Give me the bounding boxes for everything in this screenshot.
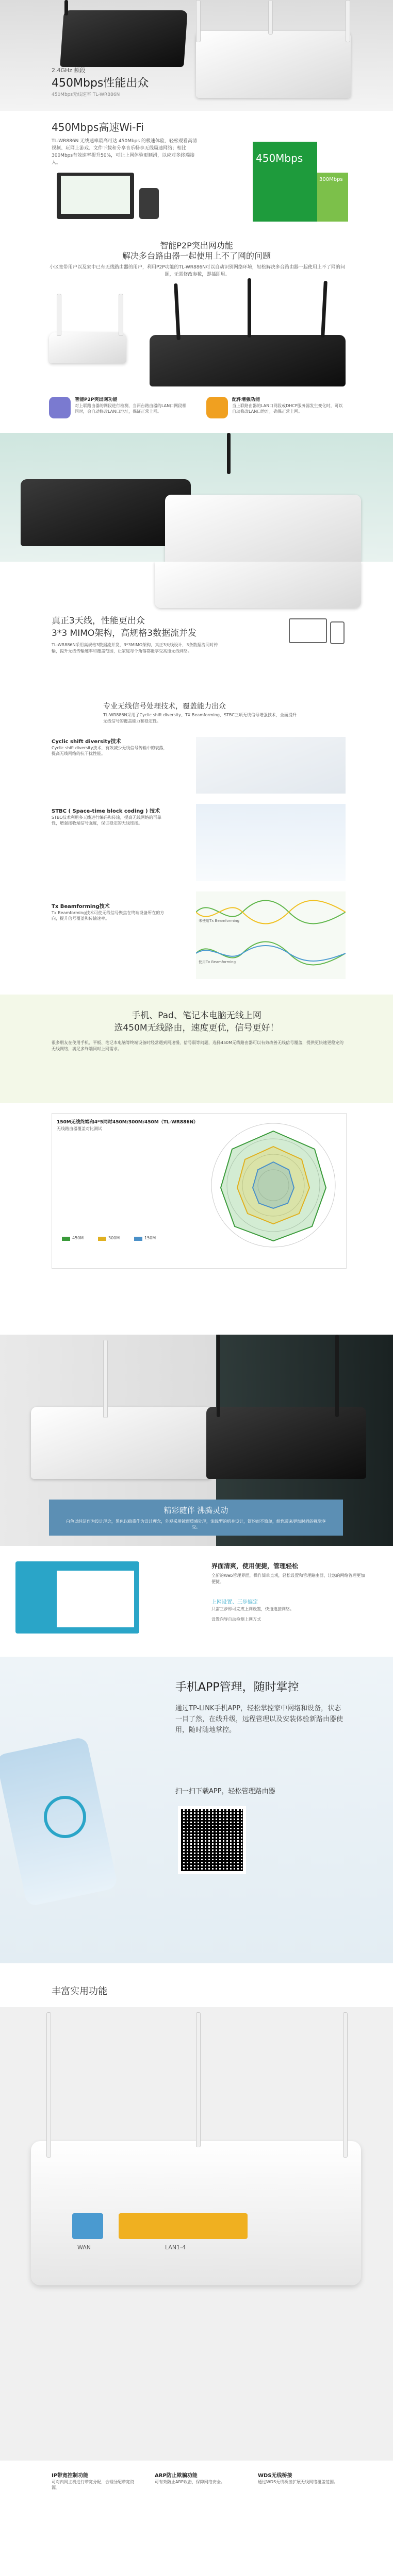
antenna-icon: [217, 1335, 220, 1417]
web-ui-panel: [57, 1571, 134, 1627]
antenna-desc: TL-WR886N采用高规格3数据流并发，3*3MIMO架构，真正3天线设计，3条数据流同时传输，提升无线传输速率和覆盖范围，让家庭每个角落都能享受高速无线网络。: [52, 643, 218, 653]
router-white-image: [165, 495, 361, 562]
antenna-icon: [343, 2012, 348, 2158]
speed-label-450: 450Mbps: [256, 152, 303, 164]
tx-title: Tx Beamforming技术: [52, 904, 110, 910]
mobile-body: 很多朋友在使用手机、平板、笔记本电脑等终端设备时经常遇到网速慢、信号弱等问题，选择450M无线路由器可以有效改善无线信号覆盖，提供更快速更稳定的无线网络，满足多终端同时上网需求。: [52, 1040, 344, 1051]
coverage-box-sub: 无线路由器覆盖对比测试: [57, 1126, 102, 1131]
antenna-icon: [227, 433, 231, 474]
stbc-diagram: [196, 804, 346, 881]
legend-300-swatch: [98, 1237, 106, 1241]
wan-label: WAN: [77, 2244, 91, 2251]
wifi-speed-body: TL-WR886N 无线速率最高可达 450Mbps 的极速体验，轻松观看高清视频、玩网上游戏、文件下载和分享音乐畅享无线局速网络；相比300Mbps有效速率提升50%，可让上网体验更顺滑，以应对多终端接入。: [52, 139, 197, 165]
web-mgmt-item1-desc: 只需三步即可完成上网设置，快速连接网络。: [211, 1607, 294, 1611]
router-black-image: [60, 10, 188, 67]
router-black-image: [150, 335, 346, 386]
web-mgmt-title: 界面清爽，使用便捷，管理轻松: [211, 1562, 299, 1570]
antenna-line2: 3*3 MIMO架构，高规格3数据流并发: [52, 628, 197, 638]
router-ports-section: [0, 2007, 393, 2461]
feat1-desc: 对上联路由器的网段进行检测，当两台路由器的LAN口网段相同时，会自动修改LAN口地址，保证正常上网。: [75, 403, 187, 414]
hero-section: [0, 0, 393, 111]
phone-icon: [330, 621, 345, 644]
mobile-line2: 选450M无线路由，速度更优，信号更好！: [114, 1023, 279, 1033]
feature-item2-desc: 可有效防止ARP攻击，保障网络安全。: [155, 2480, 225, 2484]
p2p-title-line1: 智能P2P突出网功能: [160, 241, 233, 250]
laptop-screen: [61, 176, 130, 214]
wifi-speed-heading: 450Mbps高速Wi-Fi: [52, 121, 144, 133]
router-white-image: [31, 1407, 211, 1479]
hero-subtitle: 450Mbps无线速率 TL-WR886N: [52, 92, 120, 97]
csd-title: Cyclic shift diversity技术: [52, 739, 121, 745]
web-mgmt-item1: 上网设置、三步搞定: [211, 1600, 258, 1605]
app-body: 通过TP-LINK手机APP，轻松掌控家中网络和设备，状态一目了然，在线升级，远程管理以及安装体验新路由器使用，随时随地掌控。: [175, 1705, 343, 1734]
signal-section: [0, 685, 393, 995]
web-mgmt-body: 全新的Web管理界面，操作简单直观，轻松设置和管理路由器，让您的网络管理更加便捷。: [211, 1573, 365, 1584]
app-qr-code[interactable]: [178, 1806, 246, 1874]
app-scan-text: 扫一扫下载APP，轻松管理路由器: [175, 1788, 275, 1795]
app-title: 手机APP管理，随时掌控: [175, 1681, 299, 1694]
antenna-icon: [346, 0, 350, 42]
csd-diagram: [196, 737, 346, 794]
router-white-image: [196, 31, 351, 98]
wifi-speed-section: [0, 111, 393, 232]
feat2-desc: 当上联路由器的LAN口网段或DHCP服务器发生变化时，可以自动修改LAN口地址，确保正常上网。: [232, 403, 343, 414]
feat1-title: 智能P2P突出网功能: [75, 397, 118, 402]
p2p-body: 小区宽带用户以及家中已有无线路由器的用户，利用P2P功能的TL-WR886N可以自动识别网络环境，轻松解决多台路由器一起使用上不了网的问题，无需修改参数，即插即用。: [50, 265, 345, 277]
antenna-icon: [64, 0, 68, 15]
antenna-icon: [174, 283, 181, 340]
router-white-image: [155, 562, 361, 608]
beamforming-wave-chart: [196, 891, 346, 979]
features-title: 丰富实用功能: [52, 1986, 107, 1997]
feat2-title: 配件增强功能: [232, 397, 260, 402]
router-showcase-section: [0, 433, 393, 562]
tx-desc: Tx Beamforming技术可使无线信号聚焦在终端设备所在的方向，提升信号覆盖和传输速率。: [52, 911, 165, 921]
router-white-image: [49, 332, 126, 363]
feature-item1-title: IP带宽控制功能: [52, 2473, 89, 2479]
p2p-title-line2: 解决多台路由器一起使用上不了网的问题: [122, 251, 271, 261]
legend-300: 300M: [108, 1236, 120, 1240]
coverage-box-title: 150M无线终端和4*5同时450M/300M/450M（TL-WR886N）: [57, 1120, 199, 1125]
web-management-section: [0, 1546, 393, 1657]
lan-label: LAN1-4: [165, 2244, 186, 2251]
router-black-image: [206, 1407, 366, 1479]
mobile-section: [0, 995, 393, 1103]
accessory-feature-icon: [206, 397, 228, 418]
antenna-section: [0, 562, 393, 685]
app-section: [0, 1657, 393, 1963]
wave-label-a: 未使用Tx Beamforming: [199, 919, 240, 923]
legend-450-swatch: [62, 1237, 70, 1241]
antenna-line1: 真正3天线，性能更出众: [52, 616, 145, 626]
hero-tag: 2.4GHz 频段: [52, 67, 86, 74]
antenna-icon: [103, 1340, 108, 1418]
signal-title: 专业无线信号处理技术，覆盖能力出众: [103, 702, 226, 711]
feature-item3-desc: 通过WDS无线桥接扩展无线网络覆盖范围。: [258, 2480, 338, 2484]
feature-item1-desc: 可对内网主机进行带宽分配，合理分配带宽资源。: [52, 2480, 134, 2490]
wifi-icon: [44, 1796, 86, 1838]
antenna-icon: [196, 0, 201, 42]
feature-item3-title: WDS无线桥接: [258, 2473, 292, 2479]
antenna-icon: [335, 1335, 339, 1417]
mobile-line1: 手机、Pad、笔记本电脑无线上网: [132, 1011, 261, 1021]
coverage-radar-chart: [206, 1118, 340, 1252]
legend-150: 150M: [144, 1236, 156, 1240]
phone-image: [139, 188, 159, 219]
stbc-title: STBC ( Space-time block coding ) 技术: [52, 809, 160, 814]
wan-port: [72, 2213, 103, 2239]
antenna-icon: [119, 294, 123, 336]
features-title-section: [0, 1963, 393, 2007]
legend-150-swatch: [134, 1237, 142, 1241]
web-mgmt-item2: 设置向导自动检测上网方式: [211, 1617, 261, 1622]
hero-title: 450Mbps性能出众: [52, 77, 149, 90]
design-desc: 白色以纯洁作为设计理念，黑色以稳重作为设计理念，外观采用镜面质感处理，流线型的机身设计，简约而不简单，给您带来更加时尚的视觉享受。: [66, 1519, 326, 1529]
legend-450: 450M: [72, 1236, 84, 1240]
antenna-icon: [57, 294, 61, 336]
p2p-feature-icon: [49, 397, 71, 418]
design-title: 精彩随伴 沸腾灵动: [163, 1506, 228, 1515]
feature-item2-title: ARP防止欺骗功能: [155, 2473, 198, 2479]
csd-desc: Cyclic shift diversity技术，有效减少无线信号传输中的衰落，提高无线网络的抗干扰性能。: [52, 746, 168, 756]
coverage-section: [0, 1103, 393, 1335]
antenna-icon: [46, 2012, 51, 2158]
antenna-icon: [248, 278, 251, 338]
lan-ports: [119, 2213, 248, 2239]
feature-items-section: [0, 2461, 393, 2576]
signal-body: TL-WR886N采用了Cyclic shift diversity、TX Beamforming、STBC三项无线信号增强技术，全面提升无线信号的覆盖能力和稳定性。: [103, 713, 297, 723]
antenna-icon: [321, 281, 328, 338]
smart-p2p-section: [0, 232, 393, 433]
speed-label-300: 300Mbps: [319, 177, 343, 182]
design-banner: [49, 1500, 343, 1536]
antenna-icon: [268, 0, 273, 35]
stbc-desc: STBC技术利用多天线进行编码和传输，提高无线网络的可靠性，增强接收端信号强度，保证稳定的无线连接。: [52, 815, 161, 826]
wave-label-b: 使用Tx Beamforming: [199, 960, 236, 964]
design-section: [0, 1335, 393, 1546]
laptop-icon: [289, 618, 327, 643]
antenna-icon: [196, 2012, 201, 2147]
